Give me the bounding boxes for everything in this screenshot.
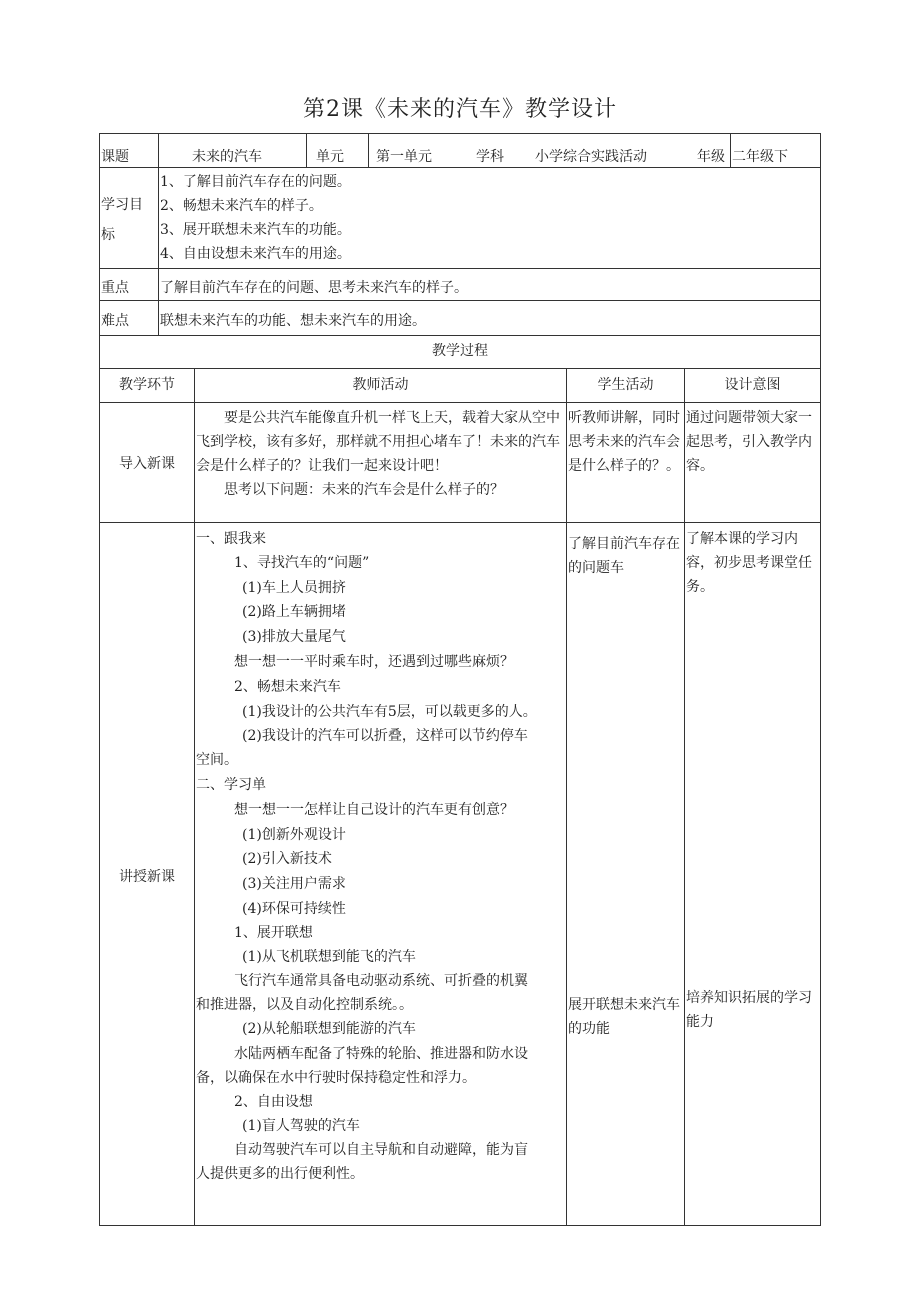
course-value: 未来的汽车 [192,149,262,165]
header-student: 学生活动 [597,377,654,393]
objective-item: 3、展开联想未来汽车的功能。 [160,222,351,238]
objective-item: 2、畅想未来汽车的样子。 [160,198,323,214]
lesson-line: (3)关注用户需求 [242,876,346,892]
intro-student: 听教师讲解，同时思考未来的汽车会是什么样子的？。 [568,410,680,474]
lesson-line: (4)环保可持续性 [242,901,346,917]
objectives-label-1: 学习目 [101,197,143,213]
lesson-line: (1)车上人员拥挤 [242,580,346,596]
unit-label: 单元 [316,149,344,165]
lesson-line: 二、学习单 [196,777,266,793]
lesson-line: (1)我设计的公共汽车有5层，可以载更多的人。 [242,704,537,720]
objectives-label-2: 标 [101,227,115,243]
lesson-line: (1)从飞机联想到能飞的汽车 [242,949,416,965]
difficulty-text: 联想未来汽车的功能、想未来汽车的用途。 [160,313,426,329]
intro-teacher-p1: 要是公共汽车能像直升机一样飞上天，载着大家从空中飞到学校，该有多好，那样就不用担心堵车了！未来的汽车会是什么样子的？让我们一起来设计吧！ [196,410,560,474]
lesson-intent-2: 培养知识拓展的学习能力 [686,990,812,1030]
lesson-line: 2、畅想未来汽车 [234,679,341,695]
lesson-student-2: 展开联想未来汽车的功能 [568,997,680,1037]
lesson-line: (2)引入新技术 [242,851,332,867]
lesson-line: 自动驾驶汽车可以自主导航和自动避障，能为盲 [234,1142,528,1158]
lesson-line: 和推进器，以及自动化控制系统。。 [196,997,413,1013]
lesson-line: 一、跟我来 [196,531,266,547]
course-label: 课题 [101,149,129,165]
header-teacher: 教师活动 [352,377,409,393]
key-point-text: 了解目前汽车存在的问题、思考未来汽车的样子。 [160,280,468,296]
lesson-student-1: 了解目前汽车存在的问题车 [568,536,680,576]
process-title: 教学过程 [432,343,488,359]
lesson-line: (2)我设计的汽车可以折叠，这样可以节约停车 [242,728,528,744]
page-title: 第2课《未来的汽车》教学设计 [303,97,617,122]
lesson-intent-1: 了解本课的学习内容，初步思考课堂任务。 [686,531,812,595]
lesson-line: 想一想一一怎样让自己设计的汽车更有创意？ [234,802,514,818]
lesson-line: 1、展开联想 [234,925,313,941]
lesson-line: 备，以确保在水中行驶时保持稳定性和浮力。 [196,1070,476,1086]
lesson-line: (2)从轮船联想到能游的汽车 [242,1021,416,1037]
lesson-line: 飞行汽车通常具备电动驱动系统、可折叠的机翼 [234,973,528,989]
lesson-line: 1、寻找汽车的“问题” [234,555,370,571]
grade-value: 二年级下 [732,149,788,165]
subject-value: 小学综合实践活动 [535,149,647,165]
lesson-line: (2)路上车辆拥堵 [242,604,346,620]
objective-item: 4、自由设想未来汽车的用途。 [160,246,351,262]
grade-label: 年级 [697,149,725,165]
intro-stage: 导入新课 [119,456,175,472]
lesson-line: (3)排放大量尾气 [242,629,346,645]
objective-item: 1、了解目前汽车存在的问题。 [160,174,351,190]
header-intent: 设计意图 [724,377,781,393]
lesson-line: 水陆两栖车配备了特殊的轮胎、推进器和防水设 [234,1046,528,1062]
lesson-line: 想一想一一平时乘车时，还遇到过哪些麻烦？ [234,654,514,670]
intro-intent: 通过问题带领大家一起思考，引入教学内容。 [686,410,812,474]
difficulty-label: 难点 [101,313,129,329]
key-point-label: 重点 [101,280,129,296]
lesson-line: (1)盲人驾驶的汽车 [242,1118,360,1134]
subject-label: 学科 [476,149,504,165]
header-stage: 教学环节 [119,377,175,393]
lesson-stage: 讲授新课 [119,869,175,885]
lesson-line: 2、自由设想 [234,1094,313,1110]
intro-teacher-p2: 思考以下问题：未来的汽车会是什么样子的？ [224,482,504,498]
lesson-line: (1)创新外观设计 [242,827,346,843]
unit-value: 第一单元 [376,149,432,165]
lesson-line: 空间。 [196,752,238,768]
lesson-line: 人提供更多的出行便利性。 [196,1166,364,1182]
